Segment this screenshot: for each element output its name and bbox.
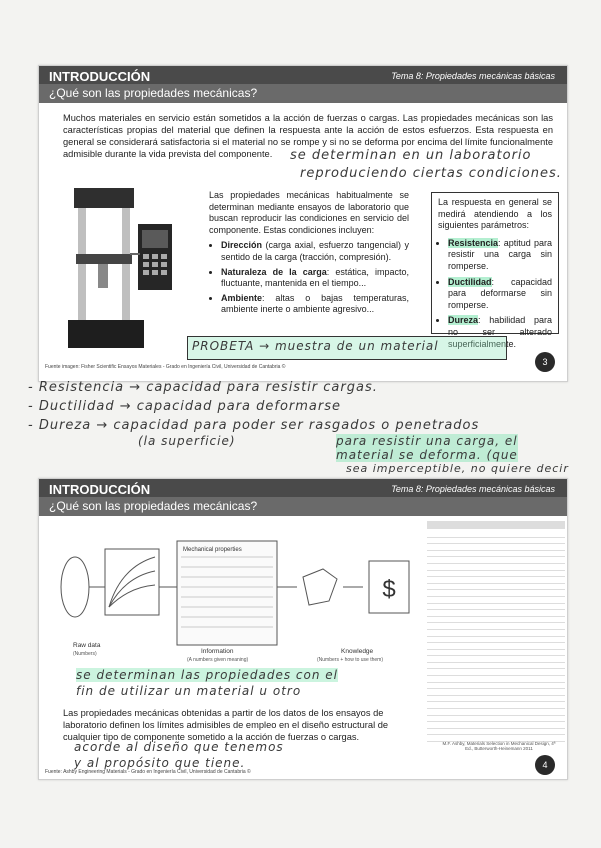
handwritten-note: fin de utilizar un material u otro (76, 684, 302, 698)
testing-machine-image (64, 184, 184, 356)
table-caption: M.F. Ashby, Materials Selection in Mechanical Design, 4ª Ed., Butterworth-Heinemann 2011 (442, 741, 556, 751)
svg-text:(Numbers): (Numbers) (73, 651, 97, 657)
page-number: 4 (535, 755, 555, 775)
slide-4 (38, 478, 568, 780)
condition-item: • Dirección (carga axial, esfuerzo tangencial) y sentido de la carga (tracción, compresión). (221, 240, 409, 263)
slide-topic: Tema 8: Propiedades mecánicas básicas (391, 71, 555, 81)
mech-properties-label: Mechanical properties (183, 547, 242, 553)
slide-3 (38, 65, 568, 382)
parameters-box: La respuesta en general se medirá atendiendo a los siguientes parámetros: • Resistencia: aptitud para resistir una carga sin romperse. • Ductilidad: capacidad para deformarse sin romperse. • Dureza: habilidad para no ser alterado superficialmente. (431, 192, 559, 334)
page-number: 3 (535, 352, 555, 372)
intro-paragraph: Muchos materiales en servicio están sometidos a la acción de fuerzas o cargas. Las propiedades mecánicas son las características propias del material que definen la respuesta ante la acción de estos esfuerzos. Esta respuesta en general se considerará satisfactoria si el material no se rompe y si no se deforma por encima del límite funcionalmente admisible durante la vida prevista del componente. (63, 113, 553, 159)
handwritten-note: para resistir una carga, el (336, 434, 518, 448)
handwritten-boxed-note: PROBETA → muestra de un material (192, 339, 439, 353)
svg-text:(A numbers given meaning): (A numbers given meaning) (187, 657, 249, 663)
raw-data-label: Raw data (73, 642, 101, 649)
handwritten-note: sea imperceptible, no quiere decir (346, 462, 569, 475)
slide-title: INTRODUCCIÓN (49, 482, 151, 497)
information-label: Information (201, 648, 234, 655)
svg-text:$: $ (382, 576, 396, 603)
parameter-item: • Ductilidad: capacidad para deformarse sin romperse. (448, 277, 552, 312)
handwritten-note: reproduciendo ciertas condiciones. (300, 166, 562, 181)
handwritten-note: se determinan en un laboratorio (290, 148, 532, 163)
handwritten-note: acorde al diseño que tenemos (74, 740, 284, 754)
condition-item: • Naturaleza de la carga: estática, impacto, fluctuante, mantenida en el tiempo... (221, 267, 409, 290)
handwritten-note: material se deforma. (que (336, 448, 518, 462)
handwritten-line: - Ductilidad → capacidad para deformarse (28, 399, 342, 414)
parameter-item: • Dureza: habilidad para no ser alterado superficialmente. (448, 315, 552, 350)
data-to-knowledge-diagram (51, 527, 419, 667)
svg-text:(Numbers + how to use them): (Numbers + how to use them) (317, 657, 383, 663)
handwritten-line: (la superficie) (138, 434, 236, 448)
slide-header (39, 479, 567, 516)
handwritten-note: se determinan las propiedades con el (76, 668, 338, 682)
slide-header (39, 66, 567, 103)
slide-topic: Tema 8: Propiedades mecánicas básicas (391, 484, 555, 494)
condition-item: • Ambiente: altas o bajas temperaturas, ambiente inerte o ambiente agresivo... (221, 293, 409, 316)
handwritten-line: - Dureza → capacidad para poder ser rasgados o penetrados (28, 418, 480, 433)
handwritten-line: - Resistencia → capacidad para resistir cargas. (28, 380, 378, 395)
footnote: Fuente: Ashby Engineering Materials - Grado en Ingeniería Civil, Universidad de Cantabria © (45, 769, 251, 775)
knowledge-label: Knowledge (341, 648, 374, 655)
slide-subtitle: ¿Qué son las propiedades mecánicas? (49, 86, 258, 100)
properties-table-image (427, 521, 565, 741)
handwritten-note: y al propósito que tiene. (74, 756, 246, 770)
slide-subtitle: ¿Qué son las propiedades mecánicas? (49, 499, 258, 513)
image-caption: Fuente imagen: Fisher Scientific Ensayos Materiales - Grado en Ingeniería Civil, Universidad de Cantabria © (45, 364, 286, 370)
parameter-item: • Resistencia: aptitud para resistir una carga sin romperse. (448, 238, 552, 273)
conditions-column: Las propiedades mecánicas habitualmente se determinan mediante ensayos de laboratorio que buscan reproducir las condiciones en servicio del componente. Estas condiciones incluyen: • Dirección (carga axial, esfuerzo tangencial) y sentido de la carga (tracción, compresión). • Naturaleza de la carga: estática, impacto, fluctuante, mantenida en el tiempo... • Ambiente: altas o bajas temperaturas, ambiente inerte o ambiente agresivo... (209, 190, 409, 319)
body-paragraph: Las propiedades mecánicas obtenidas a partir de los datos de los ensayos de laboratorio definen los límites admisibles de empleo en el diseño estructural de cualquier tipo de componente sometido a la acción de fuerzas o cargas. (63, 708, 389, 742)
slide-title: INTRODUCCIÓN (49, 69, 151, 84)
